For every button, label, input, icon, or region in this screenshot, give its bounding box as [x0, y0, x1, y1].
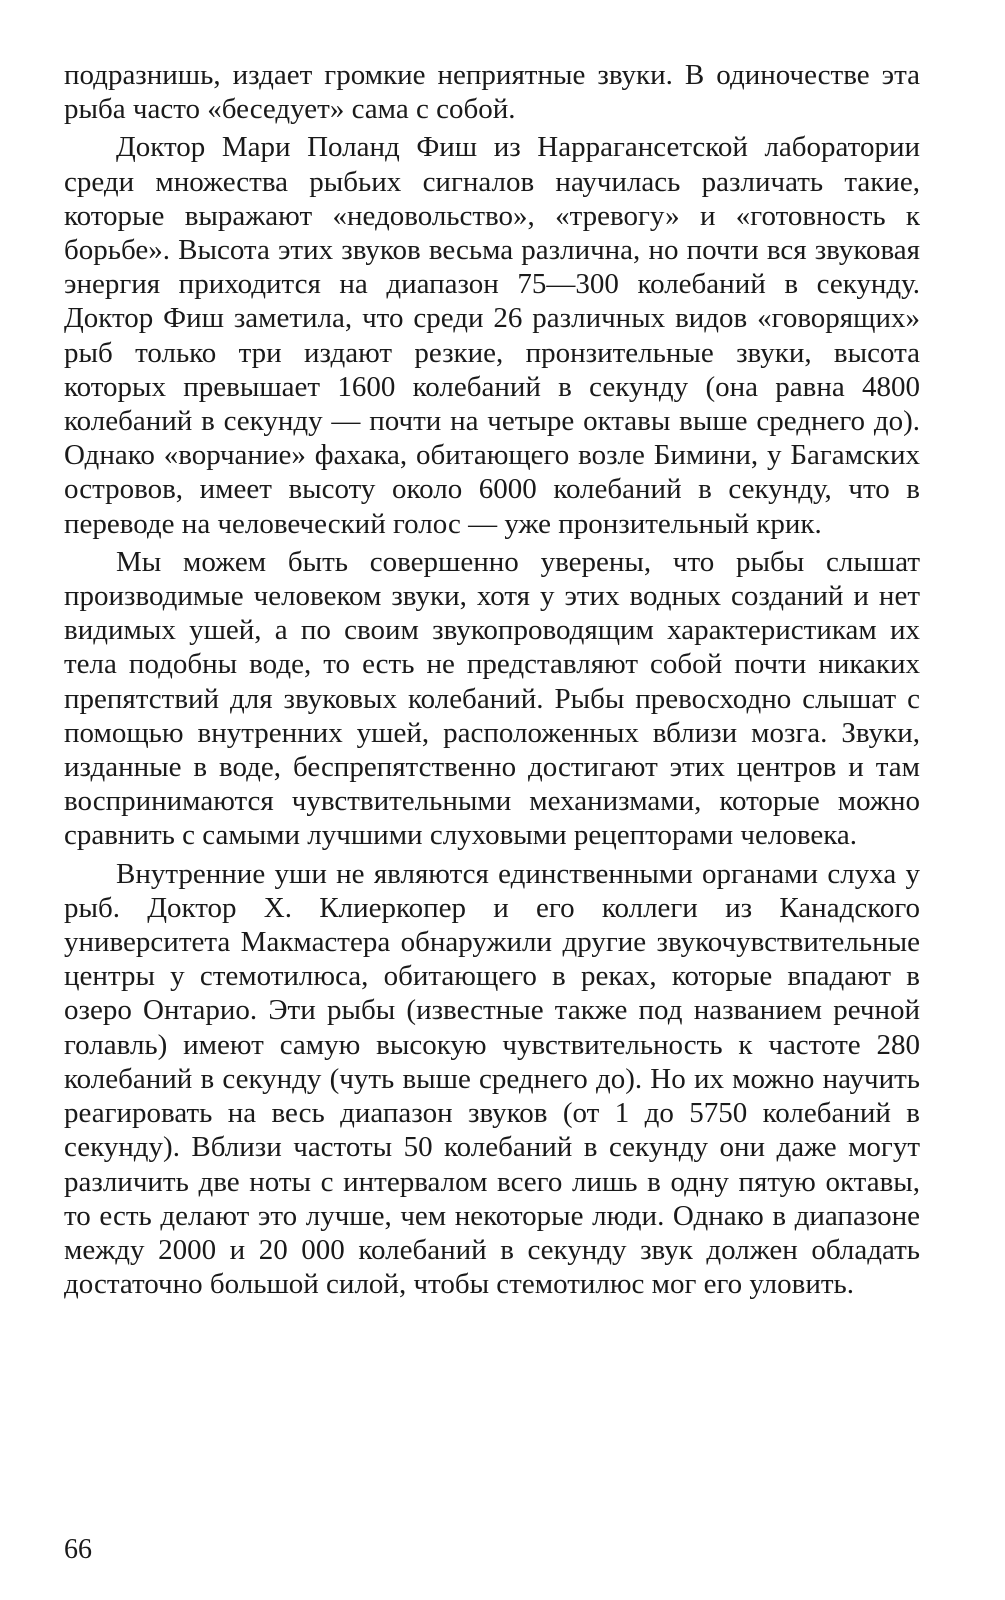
paragraph-fish-signals: Доктор Мари Поланд Фиш из Наррагансетской лаборатории среди множества рыбьих сигналов научилась различать такие, которые выражают «недовольство», «тревогу» и «готовность к борьбе». Высота этих звуков весьма различна, но почти вся звуковая энергия приходится на диапазон 75—300 колебаний в секунду. Доктор Фиш заметила, что среди 26 различных видов «говорящих» рыб только три издают резкие, пронзительные звуки, высота которых превышает 1600 колебаний в секунду (она равна 4800 колебаний в секунду — почти на четыре октавы выше среднего до). Однако «ворчание» фахака, обитающего возле Бимини, у Багамских островов, имеет высоту около 6000 колебаний в секунду, что в переводе на человеческий голос — уже пронзительный крик.: [64, 131, 920, 540]
paragraph-fish-hearing: Мы можем быть совершенно уверены, что рыбы слышат производимые человеком звуки, хотя у этих водных созданий и нет видимых ушей, а по своим звукопроводящим характеристикам их тела подобны воде, то есть не представляют собой почти никаких препятствий для звуковых колебаний. Рыбы превосходно слышат с помощью внутренних ушей, расположенных вблизи мозга. Звуки, изданные в воде, беспрепятственно достигают этих центров и там воспринимаются чувствительными механизмами, которые можно сравнить с самыми лучшими слуховыми рецепторами человека.: [64, 545, 920, 852]
paragraph-continuation: подразнишь, издает громкие неприятные звуки. В одиночестве эта рыба часто «беседует» сама с собой.: [64, 59, 920, 126]
paragraph-inner-ears: Внутренние уши не являются единственными органами слуха у рыб. Доктор X. Клиеркопер и его коллеги из Канадского университета Макмастера обнаружили другие звукочувствительные центры у стемотилюса, обитающего в реках, которые впадают в озеро Онтарио. Эти рыбы (известные также под названием речной голавль) имеют самую высокую чувствительность к частоте 280 колебаний в секунду (чуть выше среднего до). Но их можно научить реагировать на весь диапазон звуков (от 1 до 5750 колебаний в секунду). Вблизи частоты 50 колебаний в секунду они даже могут различить две ноты с интервалом всего лишь в одну пятую октавы, то есть делают это лучше, чем некоторые люди. Однако в диапазоне между 2000 и 20 000 колебаний в секунду звук должен обладать достаточно большой силой, чтобы стемотилюс мог его уловить.: [64, 857, 920, 1301]
page-number: 66: [64, 1534, 92, 1565]
page-body: [64, 58, 920, 1301]
